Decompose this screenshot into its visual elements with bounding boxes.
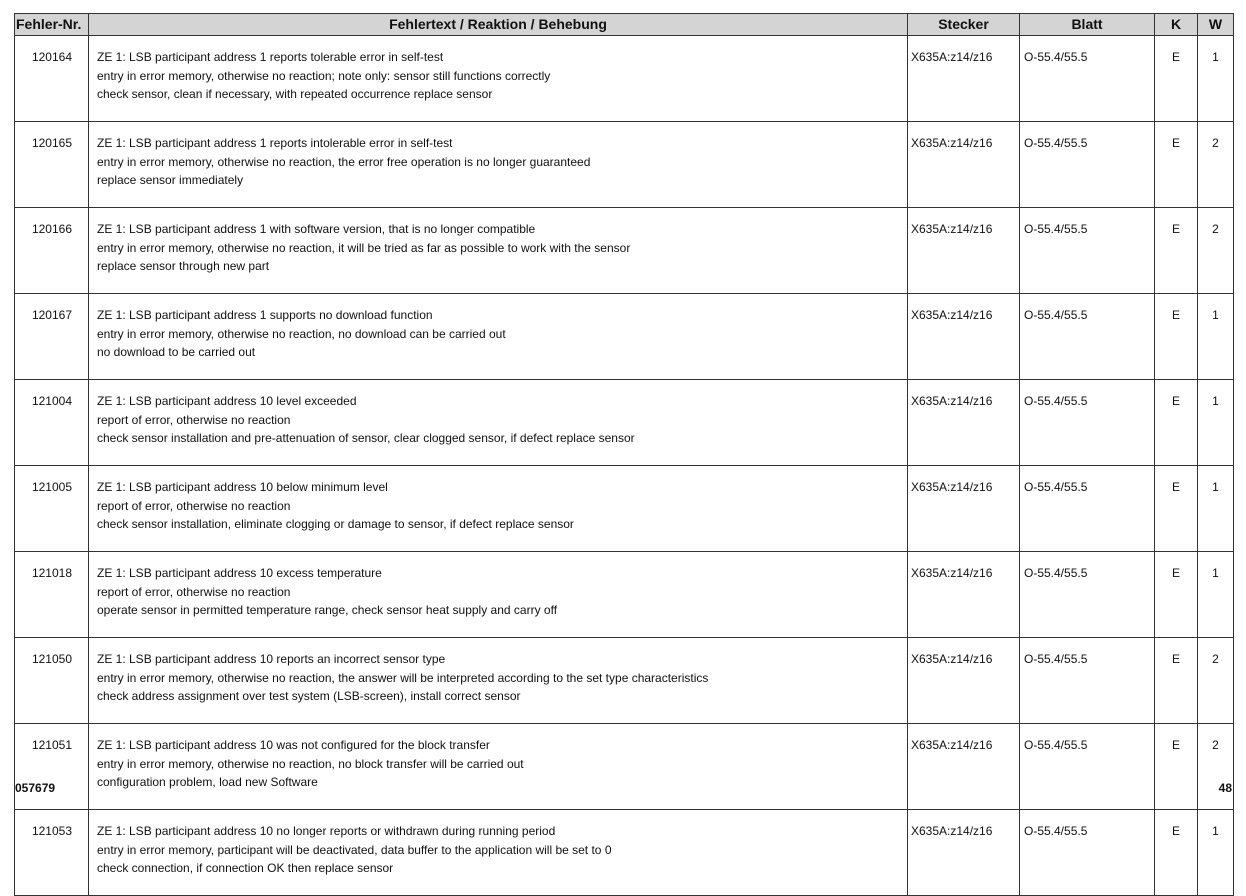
error-text-line: report of error, otherwise no reaction [97, 412, 291, 427]
w-value: 2 [1198, 638, 1234, 724]
connector: X635A:z14/z16 [908, 466, 1020, 552]
k-value: E [1155, 724, 1198, 810]
connector: X635A:z14/z16 [908, 724, 1020, 810]
k-value: E [1155, 208, 1198, 294]
error-text-line: entry in error memory, otherwise no reaction, no download can be carried out [97, 326, 506, 341]
error-text-line: check sensor installation and pre-attenuation of sensor, clear clogged sensor, if defect replace sensor [97, 431, 635, 445]
k-value: E [1155, 380, 1198, 466]
sheet-ref: O-55.4/55.5 [1020, 208, 1155, 294]
table-row [15, 208, 1234, 294]
table-header [15, 14, 1234, 36]
error-text [89, 638, 908, 724]
connector: X635A:z14/z16 [908, 810, 1020, 896]
error-text [89, 36, 908, 122]
error-text-line: entry in error memory, otherwise no reaction, the error free operation is no longer guaranteed [97, 154, 591, 169]
k-value: E [1155, 466, 1198, 552]
connector: X635A:z14/z16 [908, 122, 1020, 208]
error-text-line: ZE 1: LSB participant address 1 reports intolerable error in self-test [97, 136, 453, 150]
header-sheet: Blatt [1020, 14, 1155, 36]
error-text-line: configuration problem, load new Software [97, 775, 318, 789]
error-text-line: report of error, otherwise no reaction [97, 498, 291, 513]
sheet-ref: O-55.4/55.5 [1020, 466, 1155, 552]
table-row [15, 552, 1234, 638]
table-row [15, 380, 1234, 466]
page-number: 48 [1218, 781, 1232, 795]
w-value: 1 [1198, 294, 1234, 380]
error-number: 121053 [15, 810, 89, 896]
k-value: E [1155, 810, 1198, 896]
error-text [89, 380, 908, 466]
sheet-ref: O-55.4/55.5 [1020, 552, 1155, 638]
error-text-line: no download to be carried out [97, 345, 256, 359]
error-text-line: ZE 1: LSB participant address 10 level exceeded [97, 394, 357, 408]
error-number: 120165 [15, 122, 89, 208]
error-code-table [14, 13, 1234, 896]
error-text-line: ZE 1: LSB participant address 10 below minimum level [97, 480, 388, 494]
sheet-ref: O-55.4/55.5 [1020, 122, 1155, 208]
table-body [15, 36, 1234, 896]
error-number: 121004 [15, 380, 89, 466]
error-text [89, 552, 908, 638]
header-w: W [1198, 14, 1234, 36]
sheet-ref: O-55.4/55.5 [1020, 810, 1155, 896]
connector: X635A:z14/z16 [908, 638, 1020, 724]
error-text-line: check sensor installation, eliminate clogging or damage to sensor, if defect replace sensor [97, 517, 574, 531]
error-text-line: ZE 1: LSB participant address 1 with software version, that is no longer compatible [97, 222, 536, 236]
header-error-text: Fehlertext / Reaktion / Behebung [89, 14, 908, 36]
w-value: 2 [1198, 208, 1234, 294]
error-text-line: ZE 1: LSB participant address 10 excess temperature [97, 566, 382, 580]
error-text-line: ZE 1: LSB participant address 10 was not configured for the block transfer [97, 738, 490, 752]
w-value: 2 [1198, 724, 1234, 810]
error-text-line: entry in error memory, otherwise no reaction, the answer will be interpreted according to the set type characteristics [97, 670, 709, 685]
k-value: E [1155, 294, 1198, 380]
error-number: 121018 [15, 552, 89, 638]
header-connector: Stecker [908, 14, 1020, 36]
error-number: 120167 [15, 294, 89, 380]
connector: X635A:z14/z16 [908, 380, 1020, 466]
error-number: 121050 [15, 638, 89, 724]
error-text [89, 466, 908, 552]
error-number: 120164 [15, 36, 89, 122]
k-value: E [1155, 122, 1198, 208]
error-number: 121051 [15, 724, 89, 810]
document-number: 057679 [15, 781, 56, 795]
table-row [15, 122, 1234, 208]
error-text-line: replace sensor through new part [97, 259, 270, 273]
error-text-line: entry in error memory, otherwise no reaction, it will be tried as far as possible to work with the sensor [97, 240, 631, 255]
k-value: E [1155, 638, 1198, 724]
error-text-line: check connection, if connection OK then replace sensor [97, 861, 394, 875]
error-text-line: check sensor, clean if necessary, with repeated occurrence replace sensor [97, 87, 493, 101]
error-text-line: ZE 1: LSB participant address 10 no longer reports or withdrawn during running period [97, 824, 556, 838]
error-text-line: entry in error memory, participant will be deactivated, data buffer to the application will be set to 0 [97, 842, 612, 857]
error-number: 121005 [15, 466, 89, 552]
sheet-ref: O-55.4/55.5 [1020, 36, 1155, 122]
error-text-line: entry in error memory, otherwise no reaction; note only: sensor still functions correctly [97, 68, 551, 83]
error-text-line: report of error, otherwise no reaction [97, 584, 291, 599]
error-text-line: entry in error memory, otherwise no reaction, no block transfer will be carried out [97, 756, 524, 771]
error-text [89, 122, 908, 208]
w-value: 1 [1198, 552, 1234, 638]
table-row [15, 724, 1234, 810]
error-text [89, 810, 908, 896]
error-text-line: ZE 1: LSB participant address 1 reports tolerable error in self-test [97, 50, 444, 64]
sheet-ref: O-55.4/55.5 [1020, 294, 1155, 380]
connector: X635A:z14/z16 [908, 36, 1020, 122]
error-text-line: ZE 1: LSB participant address 1 supports no download function [97, 308, 433, 322]
error-number: 120166 [15, 208, 89, 294]
table-row [15, 810, 1234, 896]
error-text-line: check address assignment over test system (LSB-screen), install correct sensor [97, 689, 521, 703]
sheet-ref: O-55.4/55.5 [1020, 638, 1155, 724]
table-row [15, 638, 1234, 724]
connector: X635A:z14/z16 [908, 552, 1020, 638]
error-text [89, 724, 908, 810]
error-text-line: replace sensor immediately [97, 173, 244, 187]
w-value: 1 [1198, 466, 1234, 552]
w-value: 1 [1198, 380, 1234, 466]
sheet-ref: O-55.4/55.5 [1020, 724, 1155, 810]
sheet-ref: O-55.4/55.5 [1020, 380, 1155, 466]
header-error-number: Fehler-Nr. [15, 14, 89, 36]
table-row [15, 36, 1234, 122]
error-text [89, 294, 908, 380]
error-text [89, 208, 908, 294]
table-row [15, 466, 1234, 552]
w-value: 2 [1198, 122, 1234, 208]
w-value: 1 [1198, 36, 1234, 122]
error-text-line: operate sensor in permitted temperature range, check sensor heat supply and carry off [97, 603, 558, 617]
connector: X635A:z14/z16 [908, 208, 1020, 294]
w-value: 1 [1198, 810, 1234, 896]
header-k: K [1155, 14, 1198, 36]
connector: X635A:z14/z16 [908, 294, 1020, 380]
k-value: E [1155, 552, 1198, 638]
error-text-line: ZE 1: LSB participant address 10 reports an incorrect sensor type [97, 652, 446, 666]
table-row [15, 294, 1234, 380]
k-value: E [1155, 36, 1198, 122]
